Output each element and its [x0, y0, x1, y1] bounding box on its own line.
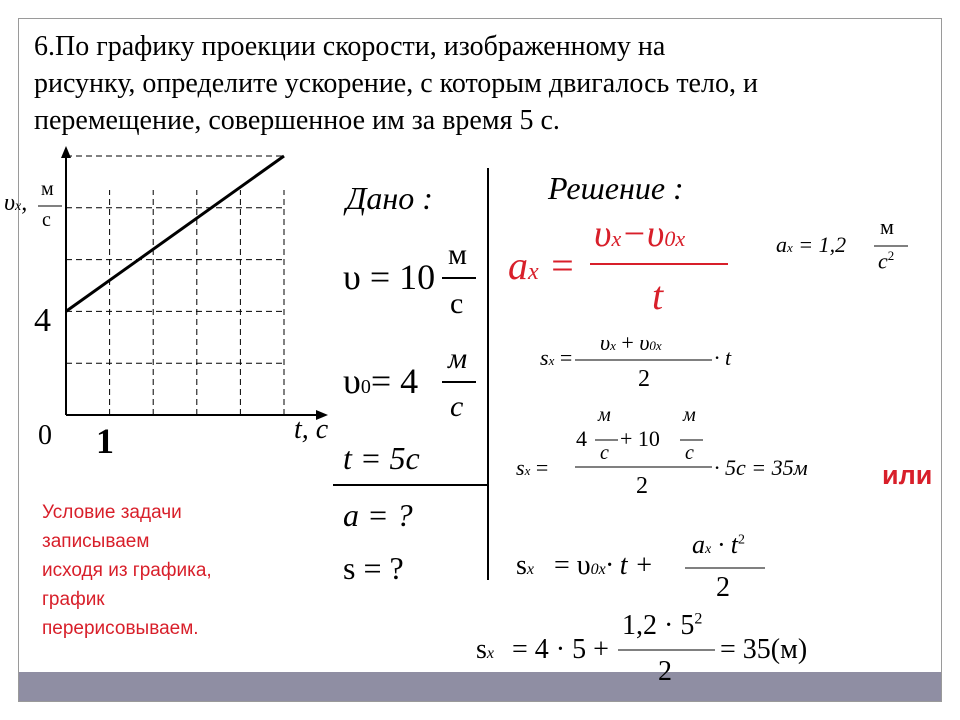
s2-den: 2	[636, 473, 648, 499]
graph-axes	[61, 146, 328, 420]
s2-num-unit-num-2: м	[683, 404, 696, 426]
note-line-4: график	[42, 589, 105, 610]
problem-line-1: 6.По графику проекции скорости, изображенному на	[34, 31, 666, 62]
given-v: υ = 10	[343, 257, 436, 297]
y-axis-unit-num: м	[41, 178, 54, 200]
s2-num-unit-num-1: м	[598, 404, 611, 426]
problem-line-3: перемещение, совершенное им за время 5 с.	[34, 105, 560, 136]
given-header: Дано :	[346, 180, 433, 216]
accel-result-unit-num: м	[880, 214, 894, 239]
s3-lhs: sx	[516, 550, 535, 581]
teacher-note	[42, 498, 212, 643]
x-axis-label: t, c	[294, 414, 329, 445]
accel-formula-den: t	[652, 273, 664, 318]
x-tick-label: 1	[96, 421, 114, 461]
graph-grid	[66, 156, 284, 415]
given-s: s = ?	[343, 550, 404, 586]
accel-formula-num: υx−υ0x	[594, 213, 686, 255]
given-v0: υ0= 4	[343, 361, 419, 401]
given-v-unit-num: м	[448, 238, 467, 271]
y-tick-label: 4	[34, 302, 51, 339]
given-v0-unit-den: с	[450, 390, 464, 423]
velocity-series-line	[66, 156, 284, 311]
or-label: или	[882, 460, 933, 490]
note-line-3: исходя из графика,	[42, 560, 212, 581]
s1-num: υx + υ0x	[600, 330, 662, 355]
solution-header: Решение :	[548, 170, 684, 206]
given-v0-unit-num: м	[448, 342, 468, 375]
s2-tail: · 5c = 35м	[714, 455, 808, 480]
problem-line-2: рисунку, определите ускорение, с которым двигалось тело, и	[34, 68, 758, 99]
s2-lhs: sx =	[516, 455, 549, 480]
y-axis-arrow	[61, 146, 71, 158]
s2-num-unit-den-2: с	[685, 442, 694, 464]
given-t: t = 5c	[343, 440, 420, 476]
accel-formula-lhs: ax =	[508, 243, 576, 288]
note-line-2: записываем	[42, 531, 150, 552]
note-line-1: Условие задачи	[42, 502, 182, 523]
accel-result: ax = 1,2	[776, 232, 847, 257]
s1-tail: · t	[714, 345, 732, 370]
s4-mid: = 4 · 5 +	[512, 634, 609, 665]
velocity-graph	[61, 146, 328, 420]
note-line-5: перерисовываем.	[42, 618, 199, 639]
accel-result-unit-den: $c^2$	[878, 248, 895, 274]
s4-den: 2	[658, 656, 672, 687]
s4-tail: = 35(м)	[720, 634, 808, 665]
s2-num-a: 4	[576, 426, 587, 451]
s2-num-b: + 10	[620, 426, 660, 451]
s4-lhs: sx	[476, 634, 495, 665]
s3-num: ax · $t^2$	[692, 530, 745, 559]
s2-num-unit-den-1: с	[600, 442, 609, 464]
s4-num: $1,2 \cdot 5^2$	[622, 610, 703, 641]
given-a: a = ?	[343, 497, 413, 533]
s3-mid: = υ0x· t +	[554, 550, 654, 581]
given-v-unit-den: с	[450, 287, 464, 320]
s1-lhs: sx =	[540, 345, 573, 370]
s1-den: 2	[638, 366, 650, 392]
y-axis-unit-den: с	[42, 209, 51, 231]
s3-den: 2	[716, 572, 730, 603]
y-axis-label: υx,	[4, 190, 28, 216]
origin-label: 0	[38, 420, 52, 451]
